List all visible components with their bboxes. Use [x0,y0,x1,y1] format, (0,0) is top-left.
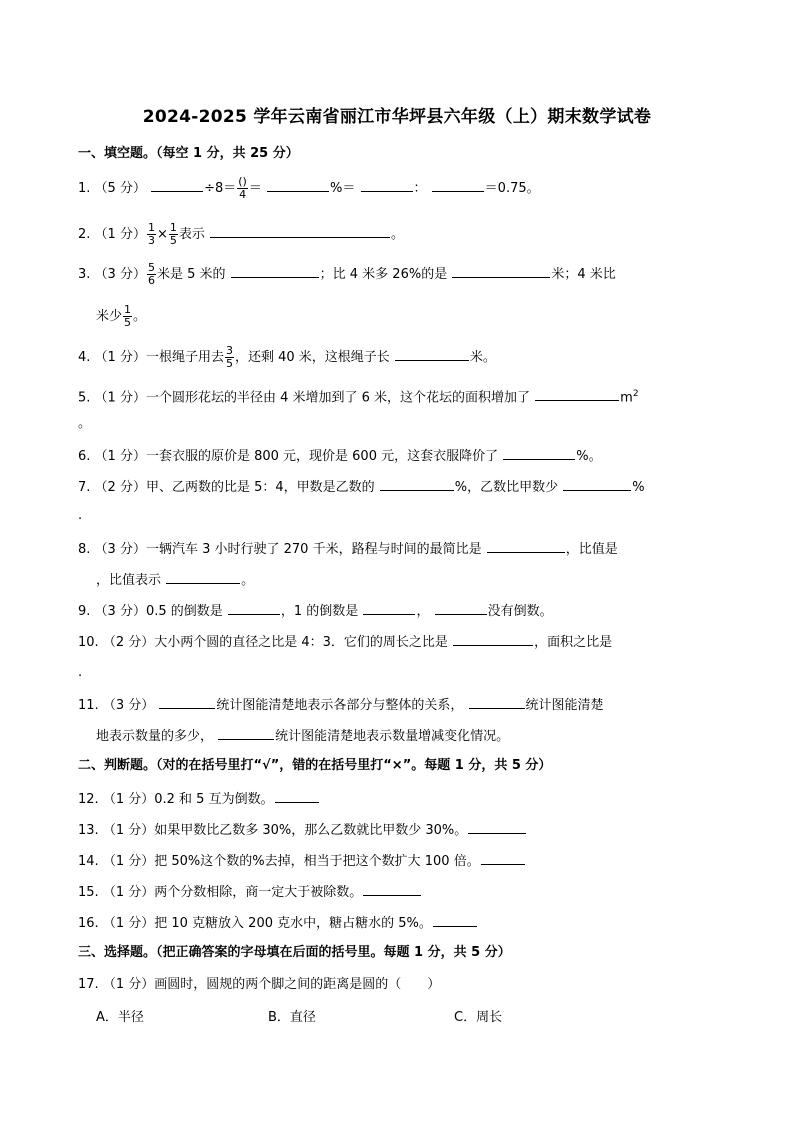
question-7-continued [78,506,724,528]
fraction-denominator: 5 [124,316,132,329]
question-text: %＝ [330,181,356,196]
question-number: 3. [78,267,91,282]
question-number: 1. [78,181,91,196]
answer-blank[interactable] [166,569,240,584]
fraction [237,176,248,201]
question-3 [78,261,724,287]
fraction-numerator: 3 [225,344,233,357]
question-number: 6. [78,449,91,464]
question-8-continued [96,569,724,591]
question-score: （1 分） [102,977,155,992]
question-13 [78,819,724,841]
fraction-numerator: 5 [147,261,155,274]
unit-exponent: 2 [632,389,639,399]
question-text: 把 50%这个数的%去掉，相当于把这个数扩大 100 倍。 [154,854,480,869]
question-score: （1 分） [102,823,155,838]
answer-blank[interactable] [433,912,477,927]
question-number: 12. [78,792,99,807]
question-score: （2 分） [94,480,146,495]
question-text: 米；4 米比 [551,267,616,282]
question-score: （2 分） [102,635,155,650]
question-text: 甲、乙两数的比是 5：4，甲数是乙数的 [145,480,375,495]
fraction [169,222,178,247]
fraction-numerator: 1 [124,303,132,316]
question-score: （3 分） [94,267,146,282]
question-text: ，还剩 40 米，这根绳子长 [234,350,390,365]
option-a[interactable]: A．半径 [96,1010,144,1025]
answer-blank[interactable] [218,725,274,740]
section-heading-multiple-choice: 三、选择题。（把正确答案的字母填在后面的括号里。每题 1 分，共 5 分） [78,945,511,960]
answer-blank[interactable] [159,694,215,709]
answer-blank[interactable] [432,177,484,192]
fraction-numerator: () [238,175,247,188]
fraction-denominator: 4 [239,188,247,201]
question-text: 。 [133,309,147,324]
question-text: % [632,480,645,495]
question-number: 5. [78,390,91,406]
question-text: %。 [576,449,602,464]
question-text: 两个分数相除，商一定大于被除数。 [154,885,363,900]
question-text: 没有倒数。 [487,604,553,619]
question-number: 10. [78,635,99,650]
question-text: . [78,508,83,523]
question-text: 画圆时，圆规的两个脚之间的距离是圆的（ ） [154,977,441,992]
question-text: 0.2 和 5 互为倒数。 [154,792,274,807]
option-b[interactable]: B．直径 [268,1010,316,1025]
question-11-continued [96,725,724,747]
question-text: %，乙数比甲数少 [454,480,559,495]
question-number: 2. [78,227,91,242]
question-text: 米。 [469,350,496,365]
question-number: 17. [78,977,99,992]
question-score: （3 分） [102,698,155,713]
question-14 [78,850,724,872]
answer-blank[interactable] [503,445,575,460]
question-8 [78,538,724,560]
question-text: 大小两个圆的直径之比是 4：3．它们的周长之比是 [154,635,448,650]
times-sign: × [156,227,168,242]
question-7 [78,476,724,498]
question-text: 统计图能清楚地表示数量增减变化情况。 [275,729,510,744]
question-17 [78,975,724,997]
question-number: 4. [78,350,91,365]
question-text: 。 [78,416,92,431]
question-text: 一个圆形花坛的半径由 4 米增加到了 6 米，这个花坛的面积增加了 [145,390,531,406]
question-15 [78,881,724,903]
answer-blank[interactable] [481,850,525,865]
question-number: 9. [78,604,91,619]
answer-blank[interactable] [395,346,469,361]
question-number: 11. [78,698,99,713]
question-score: （5 分） [94,181,146,196]
answer-blank[interactable] [435,600,487,615]
fraction-denominator: 5 [225,357,233,370]
question-text: 一辆汽车 3 小时行驶了 270 千米，路程与时间的最简比是 [145,542,482,557]
question-2 [78,221,724,247]
answer-blank[interactable] [535,386,619,401]
answer-blank[interactable] [363,600,415,615]
question-text: ＝0.75。 [484,181,540,196]
question-text: ；比 4 米多 26%的是 [319,267,448,282]
answer-blank[interactable] [363,881,421,896]
question-score: （1 分） [102,885,155,900]
fraction [123,304,132,329]
question-text: ， [416,604,430,619]
question-text: ＝ [248,181,262,196]
question-11 [78,694,724,716]
option-c[interactable]: C．周长 [454,1010,503,1025]
answer-blank[interactable] [487,538,565,553]
question-text: 一根绳子用去 [145,350,224,365]
question-3-continued [96,303,724,329]
question-score: （1 分） [94,449,146,464]
fraction [225,345,234,370]
question-score: （1 分） [94,227,146,242]
question-number: 7. [78,480,91,495]
question-score: （1 分） [94,350,146,365]
question-number: 16. [78,916,99,931]
question-text: 统计图能清楚地表示各部分与整体的关系， [216,698,464,713]
answer-blank[interactable] [151,177,203,192]
answer-blank[interactable] [267,177,329,192]
question-text: 。 [391,227,405,242]
fraction-numerator: 1 [147,221,155,234]
question-number: 13. [78,823,99,838]
fraction-numerator: 1 [169,221,177,234]
section-heading-true-false: 二、判断题。（对的在括号里打“√”，错的在括号里打“×”。每题 1 分，共 5 分） [78,758,552,773]
question-number: 15. [78,885,99,900]
question-score: （1 分） [102,792,155,807]
question-score: （3 分） [94,542,146,557]
question-1 [78,175,724,201]
answer-blank[interactable] [210,223,390,238]
question-text: 0.5 的倒数是 [145,604,223,619]
answer-blank[interactable] [361,177,413,192]
unit-label: m [620,390,633,406]
question-text: 米是 5 米的 [156,267,226,282]
question-text: ÷8＝ [204,181,237,196]
question-text: ，1 的倒数是 [280,604,359,619]
exam-title: 2024-2025 学年云南省丽江市华坪县六年级（上）期末数学试卷 [142,107,652,127]
answer-blank[interactable] [228,600,280,615]
fraction [147,222,156,247]
question-16 [78,912,724,934]
question-score: （1 分） [102,916,155,931]
fraction-denominator: 6 [147,274,155,287]
fraction [147,262,156,287]
question-text: ，面积之比是 [534,635,613,650]
question-text: 米少 [96,309,123,324]
question-text: 一套衣服的原价是 800 元，现价是 600 元，这套衣服降价了 [145,449,499,464]
question-text: 。 [241,573,255,588]
question-9 [78,600,724,622]
fraction-denominator: 5 [169,234,177,247]
answer-blank[interactable] [469,694,525,709]
question-5-continued [78,414,724,436]
question-score: （3 分） [94,604,146,619]
question-text: ，比值是 [565,542,618,557]
question-number: 8. [78,542,91,557]
question-5 [78,384,724,406]
question-10 [78,631,724,653]
question-score: （1 分） [102,854,155,869]
question-text: ： [413,181,427,196]
question-10-continued [78,663,724,685]
question-text: 地表示数量的多少， [96,729,214,744]
answer-blank[interactable] [231,263,319,278]
question-text: 把 10 克糖放入 200 克水中，糖占糖水的 5%。 [154,916,432,931]
answer-blank[interactable] [275,788,319,803]
answer-blank[interactable] [468,819,526,834]
answer-blank[interactable] [453,631,533,646]
fraction-denominator: 3 [147,234,155,247]
answer-blank[interactable] [563,476,631,491]
question-4 [78,344,724,370]
answer-blank[interactable] [452,263,550,278]
question-6 [78,445,724,467]
section-heading-fill-in: 一、填空题。（每空 1 分，共 25 分） [78,146,299,161]
question-text: . [78,665,83,680]
question-text: ，比值表示 [96,573,162,588]
question-text: 表示 [178,227,205,242]
question-12 [78,788,724,810]
question-text: 统计图能清楚 [525,698,604,713]
question-text: 如果甲数比乙数多 30%，那么乙数就比甲数少 30%。 [154,823,468,838]
answer-blank[interactable] [380,476,454,491]
question-score: （1 分） [94,390,146,406]
question-number: 14. [78,854,99,869]
